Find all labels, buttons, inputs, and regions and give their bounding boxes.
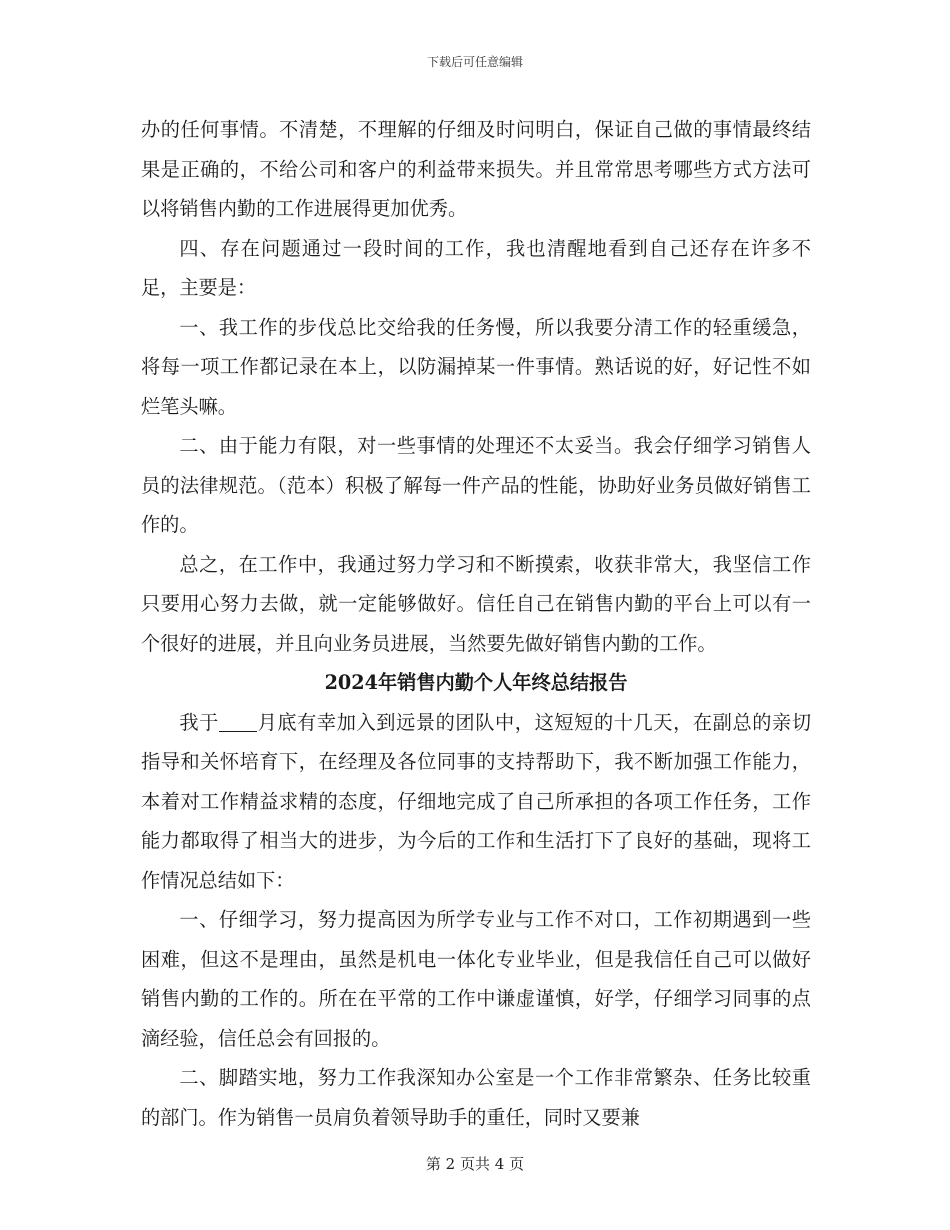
document-body: [141, 110, 811, 1137]
paragraph-work: 二、脚踏实地，努力工作我深知办公室是一个工作非常繁杂、任务比较重的部门。作为销售一员肩负着领导助手的重任，同时又要兼: [141, 1066, 811, 1129]
paragraph-issue-one: 一、我工作的步伐总比交给我的任务慢，所以我要分清工作的轻重缓急，将每一项工作都记录在本上，以防漏掉某一件事情。熟话说的好，好记性不如烂笔头嘛。: [141, 315, 811, 418]
paragraph-conclusion: 总之，在工作中，我通过努力学习和不断摸索，收获非常大，我坚信工作只要用心努力去做，就一定能够做好。信任自己在销售内勤的平台上可以有一个很好的进展，并且向业务员进展，当然要先做好销售内勤的工作。: [141, 552, 811, 655]
page-footer: 第 2 页共 4 页: [425, 1155, 525, 1173]
paragraph-intro: [141, 703, 811, 901]
page-header: 下载后可任意编辑: [426, 55, 523, 69]
paragraph-issue-two: 二、由于能力有限，对一些事情的处理还不太妥当。我会仔细学习销售人员的法律规范。（范本）积极了解每一件产品的性能，协助好业务员做好销售工作的。: [141, 434, 811, 536]
paragraph-issues: 四、存在问题通过一段时间的工作，我也清醒地看到自己还存在许多不足，主要是：: [141, 236, 811, 299]
intro-text-after: 月底有幸加入到远景的团队中，这短短的十几天，在副总的亲切指导和关怀培育下，在经理及各位同事的支持帮助下，我不断加强工作能力，本着对工作精益求精的态度，仔细地完成了自己所承担的各项工作任务，工作能力都取得了相当大的进步，为今后的工作和生活打下了良好的基础，现将工作情况总结如下：: [141, 710, 812, 892]
section-title: 2024年销售内勤个人年终总结报告: [324, 671, 628, 694]
intro-text-before: 我于: [179, 710, 219, 734]
paragraph-continued: 办的任何事情。不清楚，不理解的仔细及时问明白，保证自己做的事情最终结果是正确的，不给公司和客户的利益带来损失。并且常常思考哪些方式方法可以将销售内勤的工作进展得更加优秀。: [141, 118, 811, 220]
paragraph-study: 一、仔细学习，努力提高因为所学专业与工作不对口，工作初期遇到一些困难，但这不是理由，虽然是机电一体化专业毕业，但是我信任自己可以做好销售内勤的工作的。所在在平常的工作中谦虚谨慎，好学，仔细学习同事的点滴经验，信任总会有回报的。: [141, 908, 811, 1050]
fill-in-blank: [219, 713, 257, 732]
